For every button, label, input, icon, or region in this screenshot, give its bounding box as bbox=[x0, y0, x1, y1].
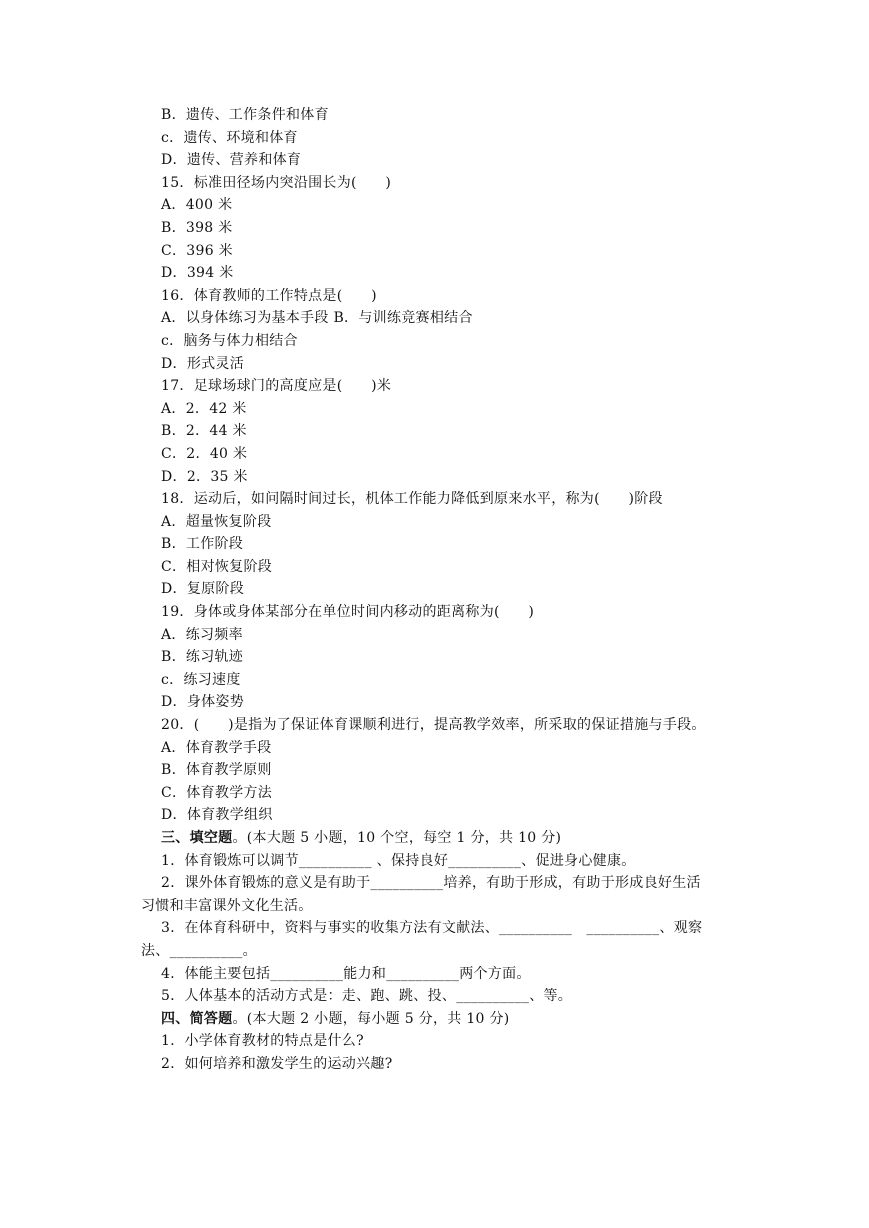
question-16: 16．体育教师的工作特点是( ) bbox=[161, 287, 377, 304]
option-line: B．2．44 米 bbox=[161, 423, 247, 440]
option-line: c．脑务与体力相结合 bbox=[161, 332, 298, 349]
question-19: 19．身体或身体某部分在单位时间内移动的距离称为( ) bbox=[161, 604, 535, 621]
option-line: A．超量恢复阶段 bbox=[161, 513, 272, 530]
option-line: D．遗传、营养和体育 bbox=[161, 152, 302, 169]
short-answer-2: 2．如何培养和激发学生的运动兴趣? bbox=[161, 1055, 393, 1072]
question-17: 17．足球场球门的高度应是( )米 bbox=[161, 378, 392, 395]
question-20: 20．( )是指为了保证体育课顺利进行，提高教学效率，所采取的保证措施与手段。 bbox=[161, 717, 706, 734]
option-line: D．复原阶段 bbox=[161, 581, 245, 598]
option-line: D．体育教学组织 bbox=[161, 807, 273, 824]
option-line: B．遗传、工作条件和体育 bbox=[161, 107, 329, 123]
section-4-note: 。(本大题 2 小题，每小题 5 分，共 10 分) bbox=[232, 1010, 510, 1027]
section-4-heading bbox=[161, 1008, 761, 1031]
option-line: A．2．42 米 bbox=[161, 400, 247, 417]
question-15: 15．标准田径场内突沿围长为( ) bbox=[161, 174, 392, 191]
option-line: D．2．35 米 bbox=[161, 468, 248, 485]
option-line: A．以身体练习为基本手段 B．与训练竞赛相结合 bbox=[161, 310, 473, 327]
question-18: 18．运动后，如问隔时间过长，机体工作能力降低到原来水平，称为( )阶段 bbox=[161, 491, 663, 508]
option-line: A．体育教学手段 bbox=[161, 739, 272, 756]
option-line: C．396 米 bbox=[161, 242, 233, 259]
option-line: D．形式灵活 bbox=[161, 355, 245, 372]
option-line: D．身体姿势 bbox=[161, 694, 245, 711]
document-content bbox=[141, 104, 761, 1076]
short-answer-1: 1．小学体育教材的特点是什么? bbox=[161, 1033, 364, 1050]
option-line: C．相对恢复阶段 bbox=[161, 558, 273, 575]
fill-item-2-cont: 习惯和丰富课外文化生活。 bbox=[141, 897, 313, 914]
fill-item-3-cont: 法、__________。 bbox=[141, 942, 257, 959]
option-line: C．2．40 米 bbox=[161, 445, 248, 462]
section-3-heading bbox=[161, 827, 761, 850]
section-3-title: 三、填空题 bbox=[161, 830, 233, 846]
option-line: B．体育教学原则 bbox=[161, 762, 272, 779]
option-line: A．练习频率 bbox=[161, 626, 243, 643]
option-line: B．工作阶段 bbox=[161, 536, 244, 553]
fill-item-4: 4．体能主要包括__________能力和__________两个方面。 bbox=[161, 965, 531, 982]
fill-item-5: 5．人体基本的活动方式是：走、跑、跳、投、__________、等。 bbox=[161, 988, 573, 1005]
option-line: B．练习轨迹 bbox=[161, 649, 244, 666]
option-line: B．398 米 bbox=[161, 219, 233, 236]
option-line: c．练习速度 bbox=[161, 671, 241, 688]
option-line: C．体育教学方法 bbox=[161, 784, 273, 801]
section-4-title: 四、简答题 bbox=[161, 1010, 233, 1027]
fill-item-3: 3．在体育科研中，资料与事实的收集方法有文献法、__________ __________、观察 bbox=[161, 920, 703, 937]
option-line: A．400 米 bbox=[161, 197, 233, 214]
option-line: c．遗传、环境和体育 bbox=[161, 129, 298, 146]
section-3-note: 。(本大题 5 小题，10 个空，每空 1 分，共 10 分) bbox=[232, 830, 562, 846]
option-line: D．394 米 bbox=[161, 265, 234, 282]
fill-item-1: 1．体育锻炼可以调节__________ 、保持良好__________、促进身心健康。 bbox=[161, 852, 636, 869]
fill-item-2: 2．课外体育锻炼的意义是有助于__________培养，有助于形成，有助于形成良好生活 bbox=[161, 875, 701, 892]
